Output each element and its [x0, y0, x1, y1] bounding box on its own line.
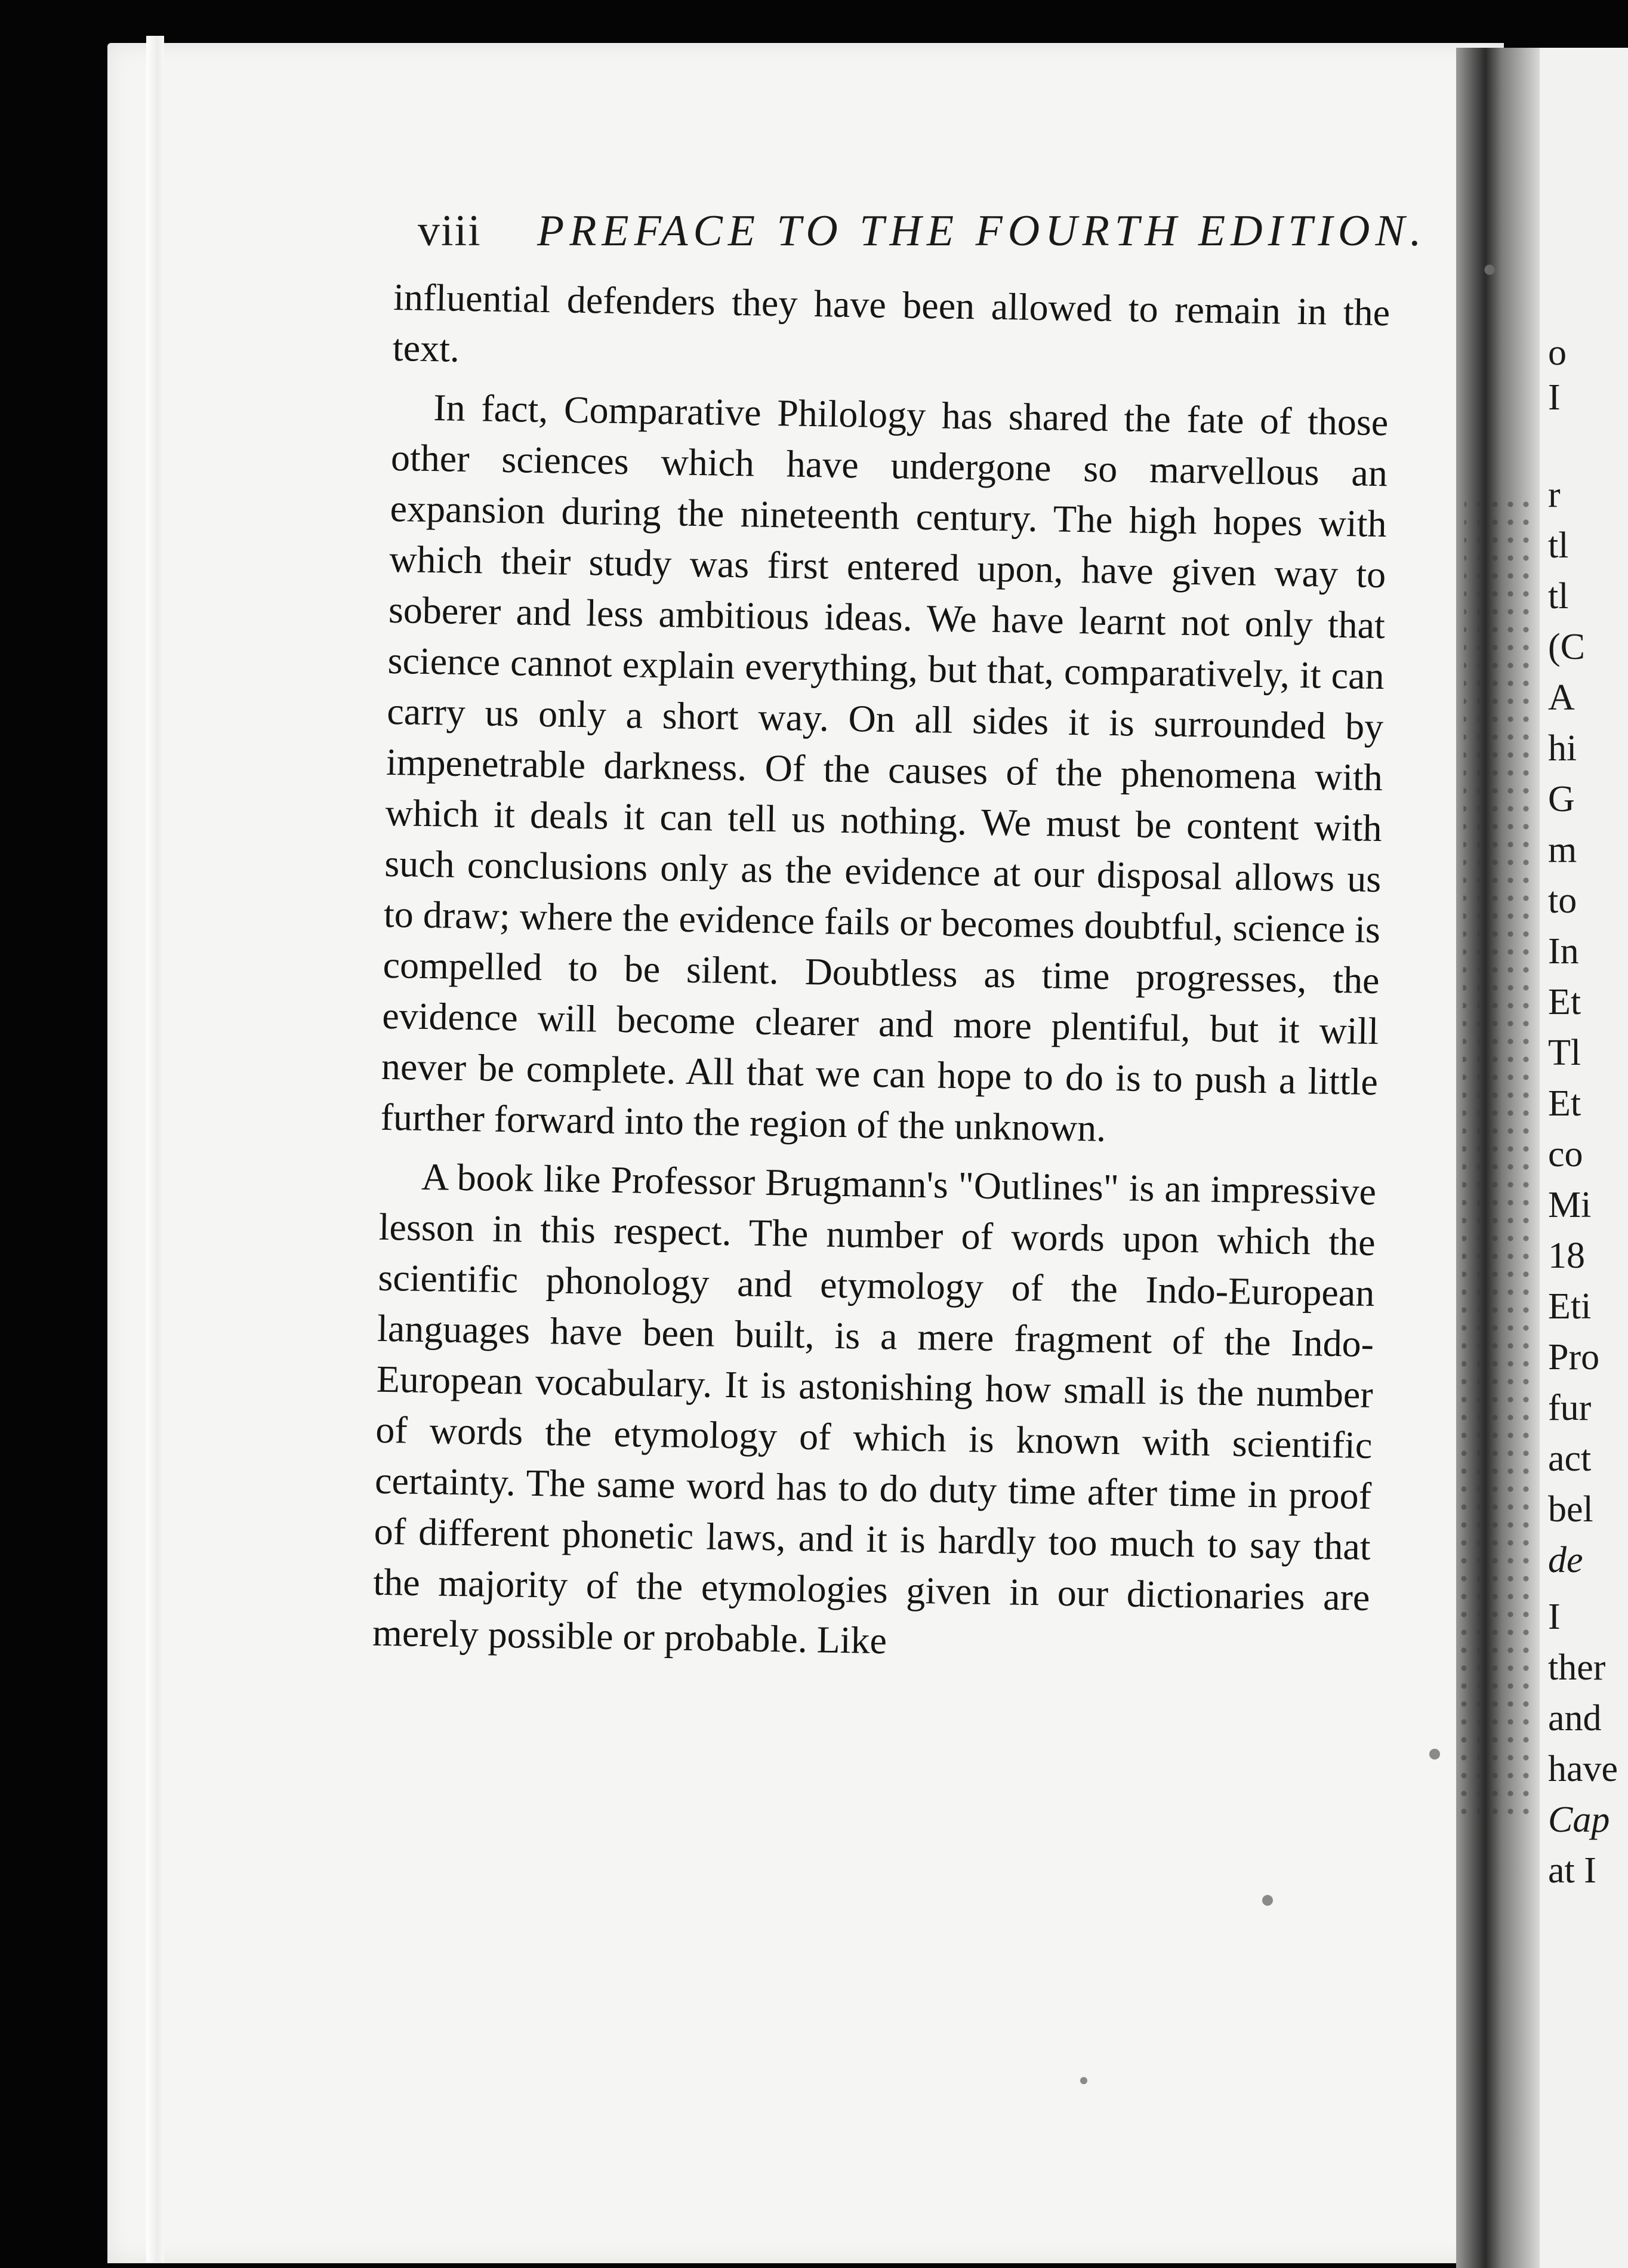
next-page-edge [1540, 48, 1628, 2268]
edge-fragment: ther [1548, 1647, 1606, 1688]
edge-fragment: fur [1548, 1388, 1592, 1428]
paragraph: A book like Professor Brugmann's "Outlines" is an impressive lesson in this respect. The number of words upon which the scientific phonology and etymology of the Indo-European languages have been built, is a mere fragment of the Indo-European vocabulary. It is astonishing how small is the number of words the etymology of which is known with scientific certainty. The same word has to do duty time after time in proof of different phonetic laws, and it is hardly too much to say that the majority of the etymologies given in our dictionaries are merely possible or probable. Like [372, 1155, 1377, 1662]
edge-fragment: o [1548, 332, 1567, 373]
edge-fragment: Mi [1548, 1185, 1592, 1225]
edge-fragment: Cap [1548, 1799, 1610, 1840]
edge-fragment: Eti [1548, 1286, 1592, 1327]
book-binding [1456, 48, 1540, 2268]
edge-fragment: I [1548, 377, 1561, 418]
edge-fragment: de [1548, 1540, 1583, 1580]
paragraph: influential defenders they have been allowed to remain in the text. [392, 275, 1390, 370]
edge-fragment: and [1548, 1698, 1602, 1739]
edge-fragment: Pro [1548, 1337, 1600, 1378]
edge-fragment: to [1548, 880, 1577, 921]
paper-speck [1080, 2077, 1087, 2084]
edge-fragment: tl [1548, 525, 1569, 566]
page-number: viii [418, 207, 482, 255]
edge-fragment: tl [1548, 576, 1569, 617]
edge-fragment: bel [1548, 1489, 1593, 1530]
edge-fragment: I [1548, 1597, 1561, 1637]
edge-fragment: co [1548, 1134, 1583, 1175]
edge-fragment: act [1548, 1438, 1592, 1479]
paper-speck [1429, 1749, 1440, 1759]
edge-fragment: 18 [1548, 1235, 1585, 1276]
edge-fragment: have [1548, 1749, 1618, 1789]
edge-fragment: (C [1548, 627, 1585, 667]
paper-speck [1262, 1895, 1273, 1906]
page-body [372, 272, 1390, 1682]
edge-fragment: m [1548, 830, 1577, 870]
edge-fragment: at I [1548, 1850, 1596, 1891]
edge-fragment: G [1548, 779, 1575, 819]
edge-fragment: Tl [1548, 1033, 1581, 1073]
paragraph: In fact, Comparative Philology has shared the fate of those other sciences which have undergone so marvellous an expansion during the nineteenth century. The high hopes with which their study was first entered upon, have given way to soberer and less ambitious ideas. We have learnt not only that science cannot explain everything, but that, comparatively, it can carry us only a short way. On all sides it is surrounded by impenetrable darkness. Of the causes of the phenomena with which it deals it can tell us nothing. We must be content with such conclusions only as the evidence at our disposal allows us to draw; where the evidence fails or becomes doubtful, science is compelled to be silent. Doubtless as time progresses, the evidence will become clearer and more plentiful, but it will never be complete. All that we can hope to do is to push a little further forward into the region of the unknown. [380, 386, 1389, 1150]
page-fold [146, 36, 164, 2262]
edge-fragment: Et [1548, 982, 1581, 1022]
edge-fragment: In [1548, 931, 1579, 972]
edge-fragment: r [1548, 474, 1561, 515]
edge-fragment: Et [1548, 1083, 1581, 1124]
edge-fragment: hi [1548, 728, 1577, 769]
edge-fragment: A [1548, 677, 1575, 718]
running-head: PREFACE TO THE FOURTH EDITION. [537, 207, 1427, 255]
